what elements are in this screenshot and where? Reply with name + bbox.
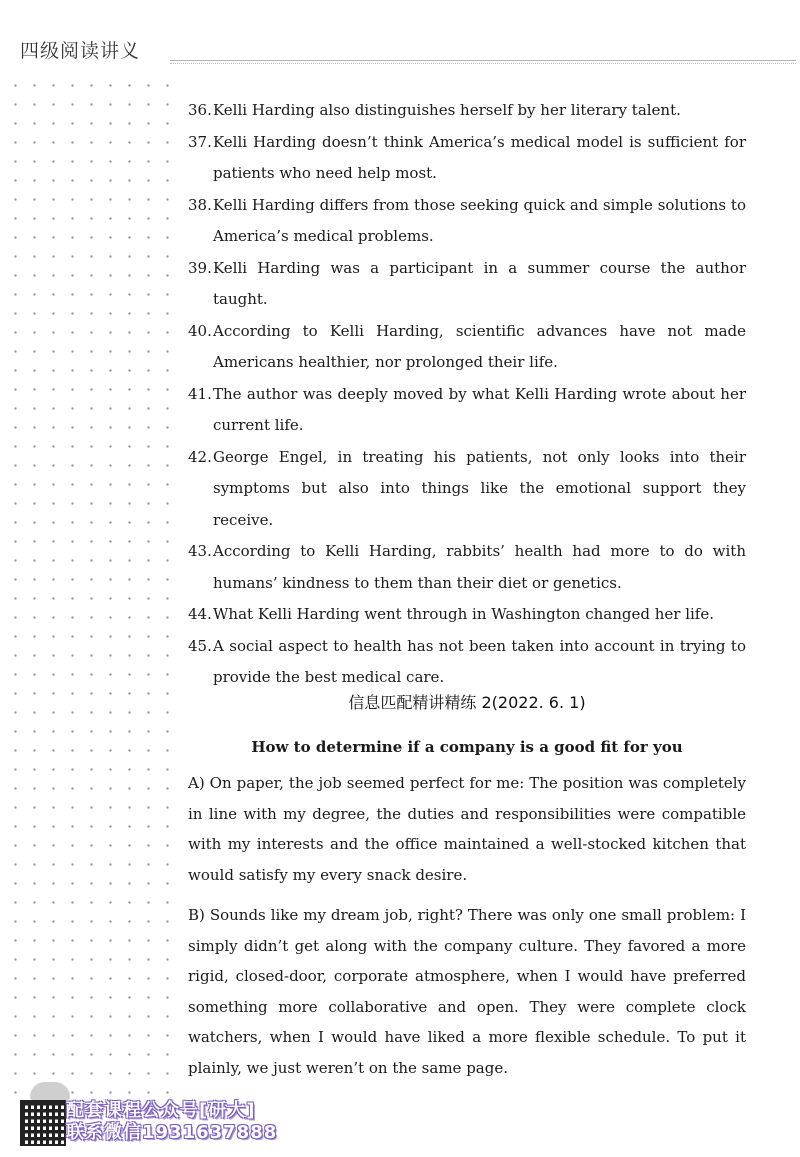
qr-code-icon	[20, 1100, 66, 1146]
passage-body	[188, 768, 746, 1093]
question-number: 44.	[188, 605, 212, 623]
section-title: 信息匹配精讲精练 2(2022. 6. 1)	[348, 693, 586, 712]
question-text: George Engel, in treating his patients, not only looks into their symptoms but also into things like the emotional support they receive.	[213, 447, 746, 529]
page-header-title: 四级阅读讲义	[20, 40, 141, 62]
question-item	[188, 95, 746, 127]
question-number: 36.	[188, 101, 212, 119]
question-item	[188, 253, 746, 316]
question-number: 38.	[188, 195, 212, 214]
question-item	[188, 127, 746, 190]
promo-watermark	[66, 1100, 316, 1144]
question-item	[188, 599, 746, 631]
promo-line-2: 联系微信1931637888	[66, 1122, 278, 1143]
promo-line-1: 配套课程公众号[研大]	[66, 1100, 256, 1121]
question-text: Kelli Harding also distinguishes herself by her literary talent.	[213, 101, 681, 119]
passage-paragraph-a: A) On paper, the job seemed perfect for me: The position was completely in line with my degree, the duties and responsibilities were compatible with my interests and the office maintained a well-stocked kitchen that would satisfy my every snack desire.	[188, 774, 746, 884]
question-text: Kelli Harding was a participant in a summer course the author taught.	[213, 258, 746, 308]
passage-paragraph-b: B) Sounds like my dream job, right? There was only one small problem: I simply didn’t get along with the company culture. They favored a more rigid, closed-door, corporate atmosphere, when I would have preferred something more collaborative and open. They were complete clock watchers, when I would have liked a more flexible schedule. To put it plainly, we just weren’t on the same page.	[188, 906, 746, 1077]
question-item	[188, 316, 746, 379]
question-item	[188, 536, 746, 599]
header-divider-dotted	[170, 63, 796, 64]
dot-grid-margin	[0, 70, 172, 1100]
question-number: 40.	[188, 321, 212, 340]
question-text: According to Kelli Harding, rabbits’ health had more to do with humans’ kindness to them than their diet or genetics.	[213, 542, 746, 592]
question-list	[188, 95, 746, 694]
question-number: 37.	[188, 132, 212, 151]
question-item	[188, 190, 746, 253]
question-text: A social aspect to health has not been taken into account in trying to provide the best medical care.	[213, 636, 746, 686]
question-text: According to Kelli Harding, scientific advances have not made Americans healthier, nor prolonged their life.	[213, 321, 746, 371]
header-divider	[170, 60, 796, 61]
question-text: What Kelli Harding went through in Washington changed her life.	[213, 605, 715, 623]
question-number: 41.	[188, 384, 212, 403]
question-text: The author was deeply moved by what Kelli Harding wrote about her current life.	[213, 384, 746, 434]
question-item	[188, 631, 746, 694]
question-number: 43.	[188, 542, 212, 560]
passage-title: How to determine if a company is a good fit for you	[251, 738, 683, 756]
question-number: 45.	[188, 636, 212, 655]
question-text: Kelli Harding doesn’t think America’s medical model is sufficient for patients who need help most.	[213, 132, 746, 182]
question-item	[188, 379, 746, 442]
question-number: 39.	[188, 258, 212, 277]
question-item	[188, 442, 746, 537]
question-text: Kelli Harding differs from those seeking quick and simple solutions to America’s medical problems.	[213, 195, 746, 245]
corner-smudge	[30, 1082, 70, 1100]
question-number: 42.	[188, 447, 212, 466]
